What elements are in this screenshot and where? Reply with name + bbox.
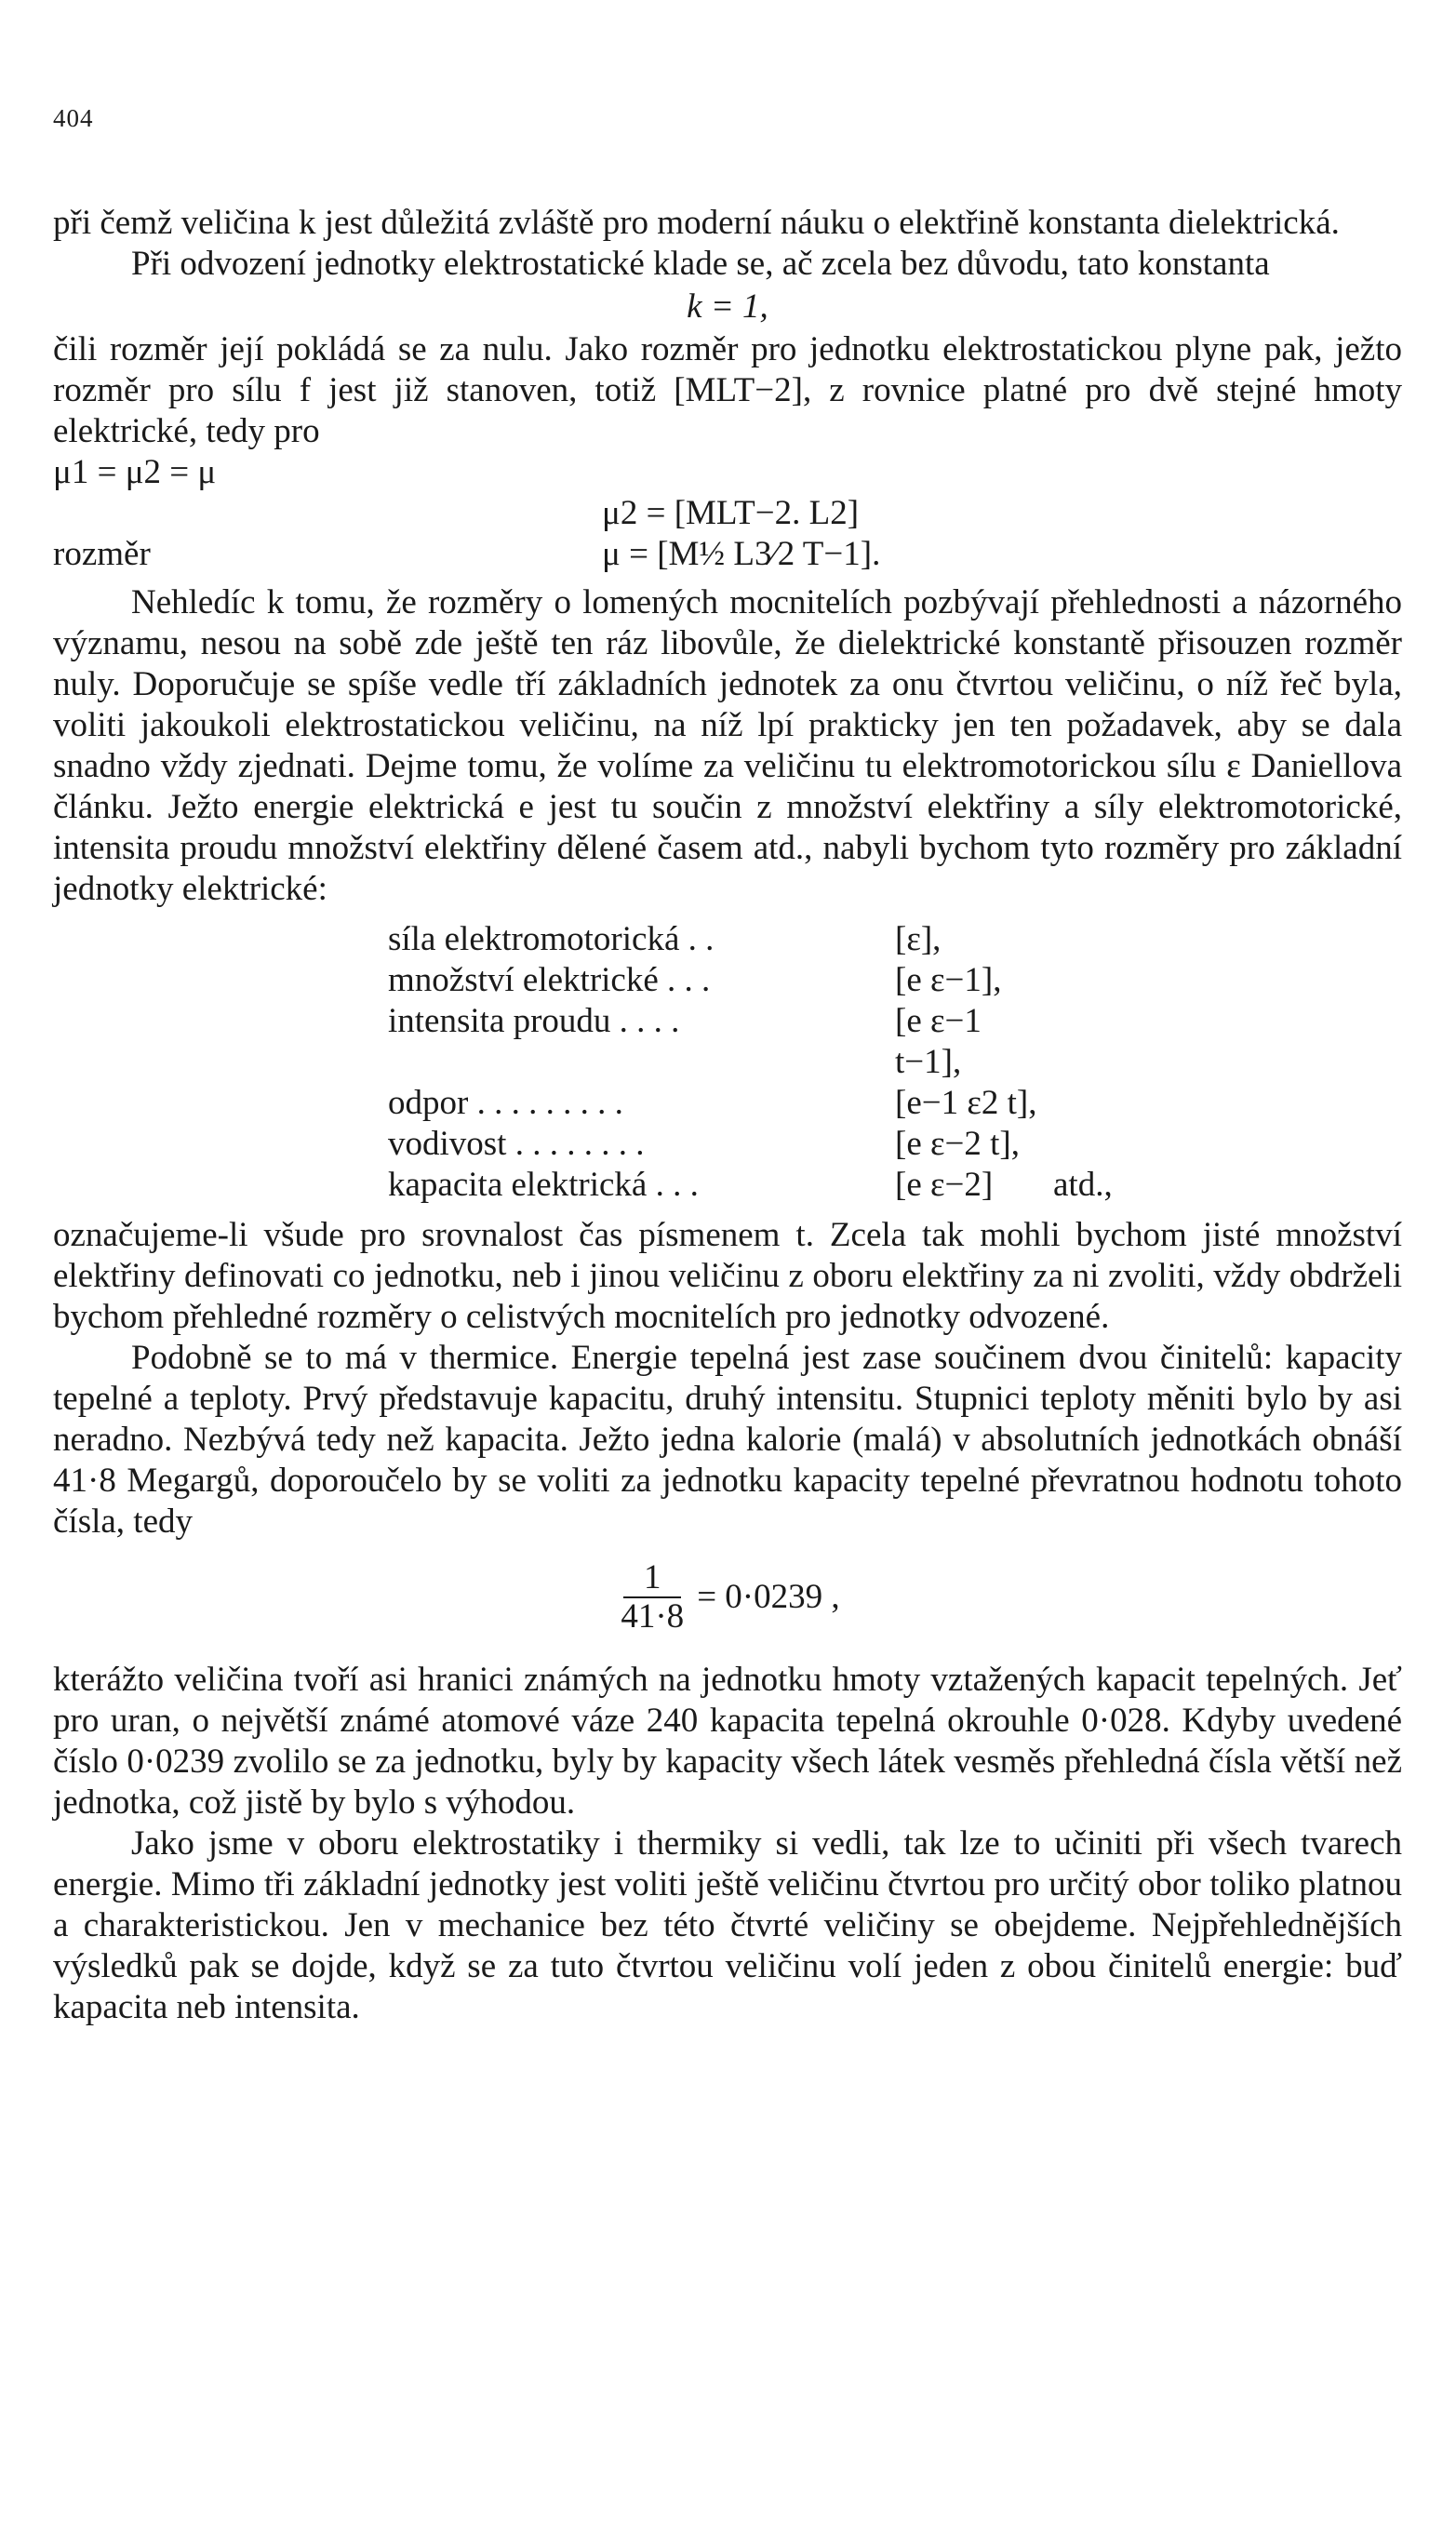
units-table-row [388,919,1113,960]
paragraph-5: označujeme-li všude pro srovnalost čas písmenem t. Zcela tak mohli bychom jisté množství elektřiny definovati co jednotku, neb i jinou veličinu z oboru elektřiny za ni zvoliti, vždy obdrželi bychom přehledné rozměry o celistvých mocnitelích pro jednotky odvozené. [53,1216,1402,1336]
rozmer-label: rozměr [53,535,151,573]
unit-extra [1053,1001,1113,1083]
page-number: 404 [53,104,94,132]
unit-dimension: [e ε−2] [895,1166,994,1204]
paragraph-8: Jako jsme v oboru elektrostatiky i thermiky si vedli, tak lze to učiniti při všech tvarech energie. Mimo tři základní jednotky jest voliti ještě veličinu čtvrtou pro určitý obor toliko platnou a charakteristickou. Jen v mechanice bez této čtvrté veličiny se obejdeme. Nejpřehlednějších výsledků pak se dojde, když se za tuto čtvrtou veličinu volí jeden z obou činitelů energie: buď kapacita neb intensita. [53,1824,1402,2026]
units-table-row [388,1001,1113,1083]
equation-mu-equal: μ1 = μ2 = μ [53,453,217,491]
equation-mu: μ = [M½ L3⁄2 T−1]. [602,535,881,573]
unit-extra: atd., [1053,1166,1113,1204]
fraction [615,1559,689,1636]
fraction-denominator: 41·8 [621,1597,685,1636]
unit-extra [1053,960,1113,1001]
unit-extra [1053,919,1113,960]
unit-dimension: [e ε−1], [895,961,1002,999]
paragraph-6: Podobně se to má v thermice. Energie tepelná jest zase součinem dvou činitelů: kapacity tepelné a teploty. Prvý představuje kapacitu, druhý intensitu. Stupnici teploty měniti bylo by asi neradno. Nezbývá tedy než kapacita. Ježto jedna kalorie (malá) v absolutních jednotkách obnáší 41·8 Megargů, doporoučelo by se voliti za jednotku kapacity tepelné převratnou hodnotu tohoto čísla, tedy [53,1339,1402,1541]
paragraph-3: čili rozměr její pokládá se za nulu. Jako rozměr pro jednotku elektrostatickou plyne pak, ježto rozměr pro sílu f jest již stanoven, totiž [MLT−2], z rovnice platné pro dvě stejné hmoty elektrické, tedy pro [53,330,1402,450]
unit-name: odpor . . . . . . . . . [388,1084,623,1122]
unit-name: kapacita elektrická . . . [388,1166,699,1204]
unit-dimension: [e ε−2 t], [895,1125,1020,1163]
unit-name: množství elektrické . . . [388,961,711,999]
unit-name: síla elektromotorická . . [388,920,715,958]
equation-mu-row [53,534,1402,575]
units-table-row [388,960,1113,1001]
unit-dimension: [e−1 ε2 t], [895,1084,1037,1122]
units-table [388,919,1113,1206]
units-table-row [388,1165,1113,1206]
page-body [53,203,1402,2028]
equation-mu-squared-row [53,493,1402,534]
equation-mu-squared: μ2 = [MLT−2. L2] [602,494,860,532]
fraction-numerator: 1 [644,1558,661,1596]
unit-name: intensita proudu . . . . [388,1002,680,1040]
unit-dimension: [ε], [895,920,942,958]
unit-extra [1053,1083,1113,1124]
unit-dimension: [e ε−1 t−1], [895,1002,982,1081]
equation-k: k = 1, [687,287,768,326]
fraction-result: = 0·0239 , [697,1578,840,1616]
paragraph-1: při čemž veličina k jest důležitá zvláště pro moderní náuku o elektřině konstanta dielektrická. [53,204,1340,242]
units-table-row [388,1124,1113,1165]
paragraph-2: Při odvození jednotky elektrostatické klade se, ač zcela bez důvodu, tato konstanta [131,245,1270,283]
paragraph-4: Nehledíc k tomu, že rozměry o lomených mocnitelích pozbývají přehlednosti a názorného významu, nesou na sobě zde ještě ten ráz libovůle, že dielektrické konstantě přisouzen rozměr nuly. Doporučuje se spíše vedle tří základních jednotek za onu čtvrtou veličinu, o níž řeč byla, voliti jakoukoli elektrostatickou veličinu, na níž lpí prakticky jen ten požadavek, aby se dala snadno vždy zjednati. Dejme tomu, že volíme za veličinu tu elektromotorickou sílu ε Daniellova článku. Ježto energie elektrická e jest tu součin z množství elektřiny a síly elektromotorické, intensita proudu množství elektřiny dělené časem atd., nabyli bychom tyto rozměry pro základní jednotky elektrické: [53,583,1402,908]
paragraph-7: kterážto veličina tvoří asi hranici známých na jednotku hmoty vztažených kapacit tepelných. Jeť pro uran, o největší známé atomové váze 240 kapacita tepelná okrouhle 0·028. Kdyby uvedené číslo 0·0239 zvolilo se za jednotku, byly by kapacity všech látek vesměs přehledná čísla větší než jednotka, což jistě by bylo s výhodou. [53,1661,1402,1822]
units-table-row [388,1083,1113,1124]
fraction-equation [53,1559,1402,1636]
unit-extra [1053,1124,1113,1165]
unit-name: vodivost . . . . . . . . [388,1125,645,1163]
